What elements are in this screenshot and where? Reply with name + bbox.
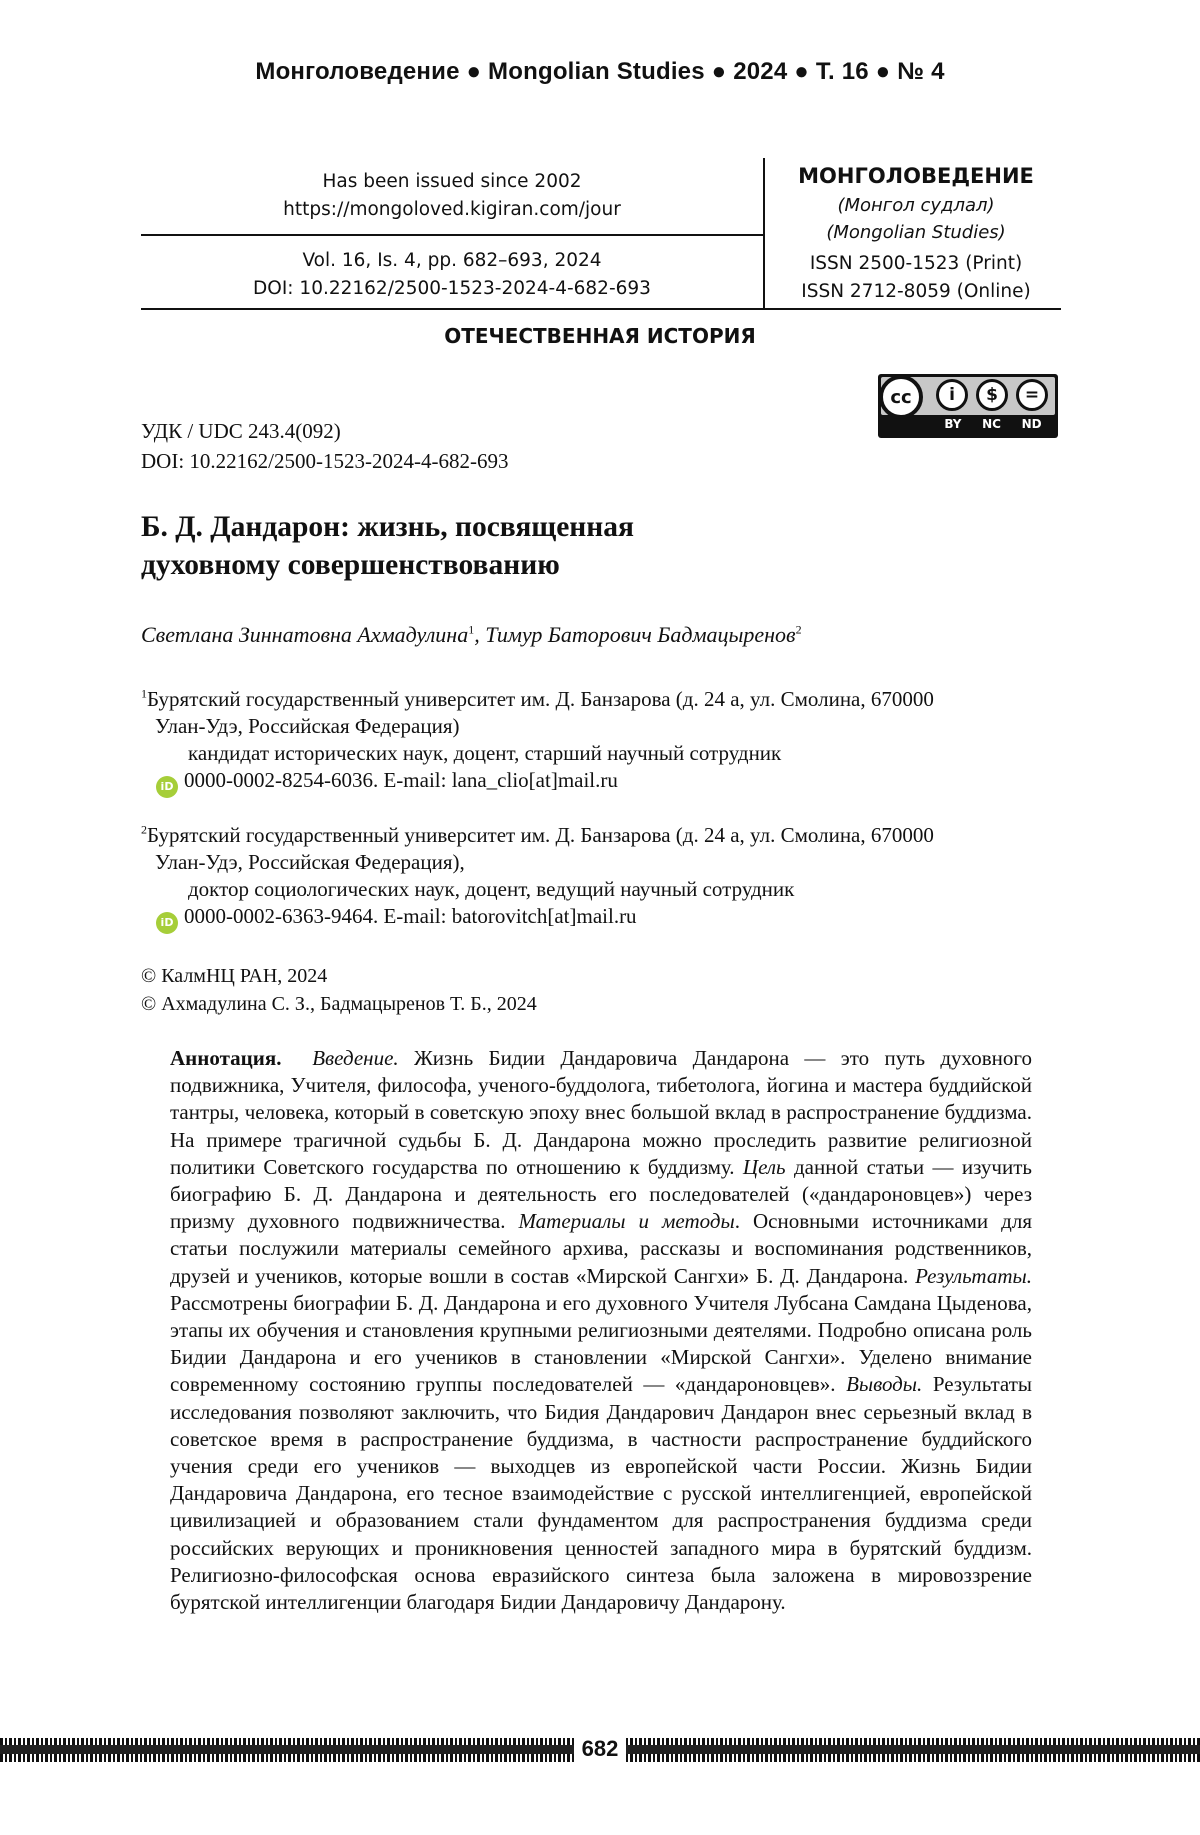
copyright-line-2: © Ахмадулина С. З., Бадмацыренов Т. Б., 2024 [141, 990, 537, 1018]
orcid-icon[interactable]: iD [156, 776, 178, 798]
abstract-intro-label: Введение. [312, 1046, 398, 1070]
issn-online: ISSN 2712-8059 (Online) [768, 278, 1064, 306]
issn-print: ISSN 2500-1523 (Print) [768, 250, 1064, 278]
abstract-goal-label: Цель [743, 1155, 786, 1179]
journal-url[interactable]: https://mongoloved.kigiran.com/jour [141, 196, 763, 224]
author-separator: , [474, 622, 485, 647]
cc-license-labels [934, 417, 1052, 431]
article-title [141, 508, 634, 584]
abstract-results-text: Рассмотрены биографии Б. Д. Дандарона и его духовного Учителя Лубсана Самдана Цыденова, этапы их обучения и становления крупными религиозными деятелями. Подробно описана роль Бидии Дандарона и его учеников в становлении «Мирской Сангхи». Уделено внимание современному состоянию группы последователей — «дандароновцев». [170, 1291, 1032, 1397]
by-attribution-icon: i [936, 379, 968, 411]
affiliation-degree: кандидат исторических наук, доцент, старший научный сотрудник [141, 740, 1071, 767]
issue-doi: DOI: 10.22162/2500-1523-2024-4-682-693 [141, 275, 763, 303]
abstract-methods-label: Материалы и методы [518, 1209, 734, 1233]
title-line-1: Б. Д. Дандарон: жизнь, посвященная [141, 511, 634, 543]
header-rule [141, 308, 1061, 310]
abstract-conclusions-label: Выводы. [846, 1372, 922, 1396]
nd-noderivatives-icon: = [1016, 379, 1048, 411]
cc-icon: cc [879, 375, 923, 419]
vertical-divider [763, 158, 765, 308]
affiliation-line: Бурятский государственный университет им. Д. Банзарова (д. 24 а, ул. Смолина, 670000 [147, 687, 934, 711]
copyright-line-1: © КалмНЦ РАН, 2024 [141, 962, 537, 990]
nc-label: NC [982, 417, 1001, 431]
affiliation-mark: 1 [141, 687, 147, 701]
abstract-results-label: Результаты. [915, 1264, 1032, 1288]
by-label: BY [944, 417, 961, 431]
title-line-2: духовному совершенствованию [141, 549, 560, 581]
abstract-intro-text: Жизнь Бидии Дандаровича Дандарона — это путь духовного подвижника, Учителя, философа, ученого-буддолога, тибетолога, йогина и мастера буддийской тантры, человека, который в советскую эпоху внес большой вклад в распространение буддизма. На примере трагичной судьбы Б. Д. Дандарона можно проследить развитие религиозной политики Советского государства по отношению к буддизму. [170, 1046, 1032, 1179]
journal-name-english: (Mongolian Studies) [768, 219, 1064, 246]
copyright-block [141, 962, 537, 1018]
orcid-email: 0000-0002-6363-9464. E-mail: batorovitch[at]mail.ru [184, 904, 637, 928]
affiliation-mark: 2 [141, 823, 147, 837]
author-line [141, 622, 802, 648]
udc-block [141, 416, 508, 476]
abstract-goal-text: данной статьи — изучить биографию Б. Д. Дандарона и деятельность его последователей («дандароновцев») через призму духовного подвижничества. [170, 1155, 1032, 1233]
affiliation-line: Улан-Удэ, Российская Федерация), [141, 849, 1071, 876]
affiliation-line: Улан-Удэ, Российская Федерация) [141, 713, 1071, 740]
article-doi: DOI: 10.22162/2500-1523-2024-4-682-693 [141, 446, 508, 476]
volume-info: Vol. 16, Is. 4, pp. 682–693, 2024 [141, 247, 763, 275]
nd-label: ND [1022, 417, 1042, 431]
affiliation-2 [141, 822, 1071, 934]
abstract-conclusions-text: Результаты исследования позволяют заключить, что Бидия Дандарович Дандарон внес серьезный вклад в советское время в распространение буддизма, в частности распространение буддийского учения среди его учеников — выходцев из европейской части России. Жизнь Бидии Дандаровича Дандарона, его тесное взаимодействие с русской интеллигенцией, европейской цивилизацией и образованием стали фундаментом для распространения буддизма среди российских верующих и проникновения ценностей западного мира в бурятский буддизм. Религиозно-философская основа евразийского синтеза была заложена в мировоззрение бурятской интеллигенции благодаря Бидии Дандаровичу Дандарону. [170, 1372, 1032, 1614]
orcid-email: 0000-0002-8254-6036. E-mail: lana_clio[at]mail.ru [184, 768, 618, 792]
section-heading: ОТЕЧЕСТВЕННАЯ ИСТОРИЯ [0, 324, 1200, 348]
author-2: Тимур Баторович Бадмацыренов [485, 622, 795, 647]
abstract [170, 1045, 1032, 1616]
journal-name-mongolian: (Монгол судлал) [768, 192, 1064, 219]
nc-noncommercial-icon: $ [976, 379, 1008, 411]
issued-since: Has been issued since 2002 [141, 168, 763, 196]
page-number: 682 [574, 1734, 626, 1764]
affiliation-degree: доктор социологических наук, доцент, ведущий научный сотрудник [141, 876, 1071, 903]
orcid-icon[interactable]: iD [156, 912, 178, 934]
udc-code: УДК / UDC 243.4(092) [141, 416, 508, 446]
journal-name: МОНГОЛОВЕДЕНИЕ [768, 160, 1064, 192]
cc-license-badge[interactable] [878, 374, 1058, 438]
journal-issue-info [141, 160, 763, 303]
affiliation-1 [141, 686, 1071, 798]
author-1-mark: 1 [468, 623, 474, 637]
journal-identity [768, 160, 1064, 306]
running-head: Монголоведение ● Mongolian Studies ● 2024 ● Т. 16 ● № 4 [0, 58, 1200, 86]
affiliation-line: Бурятский государственный университет им. Д. Банзарова (д. 24 а, ул. Смолина, 670000 [147, 823, 934, 847]
author-2-mark: 2 [796, 623, 802, 637]
author-1: Светлана Зиннатовна Ахмадулина [141, 622, 468, 647]
abstract-label: Аннотация. [170, 1046, 281, 1070]
abstract-methods-text: . Основными источниками для статьи послужили материалы семейного архива, рассказы и воспоминания родственников, друзей и учеников, которые вошли в состав «Мирской Сангхи» Б. Д. Дандарона. [170, 1209, 1032, 1287]
